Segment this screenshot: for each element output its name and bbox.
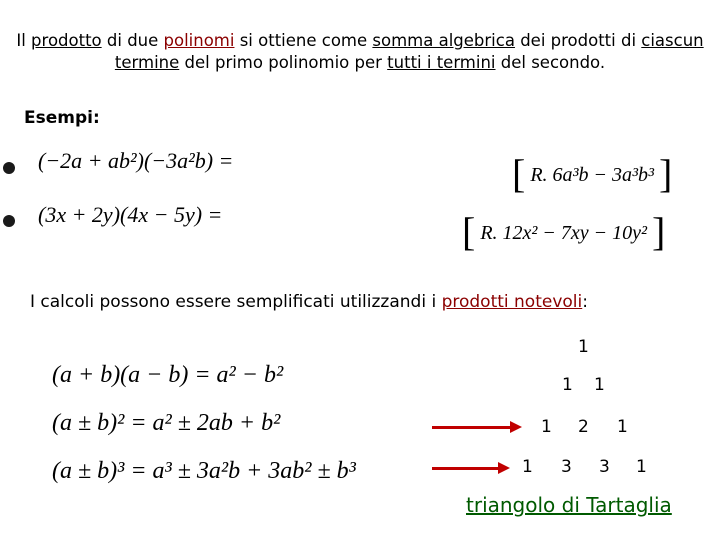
tartaglia-row-4-b: 3 (561, 457, 572, 477)
example-1-text: (−2a + ab²)(−3a²b) = (38, 148, 234, 173)
bracket-left-icon: [ (462, 209, 476, 254)
bracket-right-icon: ] (652, 209, 666, 254)
bracket-left-icon: [ (512, 151, 526, 196)
keyword-prodotto: prodotto (31, 31, 102, 50)
example-2-answer (462, 208, 665, 255)
tartaglia-row-4-a: 1 (522, 457, 533, 477)
intro-text: dei prodotti di (514, 31, 642, 50)
tartaglia-row-3-a: 1 (541, 417, 552, 437)
intro-text: di due (101, 31, 164, 50)
intro-text: Il (16, 31, 32, 50)
calc-note-text: I calcoli possono essere semplificati utilizzandi i (30, 292, 442, 312)
intro-paragraph (14, 30, 706, 74)
examples-label: Esempi: (24, 108, 100, 128)
example-2-answer-text: R. 12x² − 7xy − 10y² (480, 222, 648, 244)
keyword-tutti-i-termini: tutti i termini (387, 53, 496, 72)
example-1-expression (38, 148, 233, 174)
tartaglia-row-3-b: 2 (578, 417, 589, 437)
formula-cube-of-binomial: (a ± b)³ = a³ ± 3a²b + 3ab² ± b³ (52, 458, 356, 484)
tartaglia-row-2-a: 1 (562, 375, 573, 395)
tartaglia-label: triangolo di Tartaglia (466, 493, 672, 517)
example-2-text: (3x + 2y)(4x − 5y) = (38, 202, 223, 227)
formula-difference-of-squares: (a + b)(a − b) = a² − b² (52, 362, 284, 388)
example-1-answer-text: R. 6a³b − 3a³b³ (530, 164, 655, 186)
example-2-expression (38, 202, 222, 228)
keyword-ciascun-termine: ciascun termine (114, 31, 704, 72)
intro-text: si ottiene come (234, 31, 373, 50)
tartaglia-row-4-d: 1 (636, 457, 647, 477)
calc-note (30, 292, 588, 312)
intro-text: del primo polinomio per (179, 53, 388, 72)
arrow-right-icon (432, 467, 500, 470)
keyword-polinomi: polinomi (163, 31, 235, 50)
tartaglia-row-1: 1 (578, 337, 589, 357)
keyword-prodotti-notevoli: prodotti notevoli (441, 292, 583, 312)
calc-note-end: : (582, 292, 588, 312)
tartaglia-row-2-b: 1 (594, 375, 605, 395)
tartaglia-row-3-c: 1 (617, 417, 628, 437)
intro-text: del secondo. (495, 53, 606, 72)
bracket-right-icon: ] (659, 151, 673, 196)
bullet-icon (3, 162, 15, 174)
keyword-somma-algebrica: somma algebrica (372, 31, 515, 50)
example-1-answer (512, 150, 672, 197)
bullet-icon (3, 215, 15, 227)
formula-square-of-binomial: (a ± b)² = a² ± 2ab + b² (52, 410, 281, 436)
tartaglia-row-4-c: 3 (599, 457, 610, 477)
arrow-right-icon (432, 426, 512, 429)
